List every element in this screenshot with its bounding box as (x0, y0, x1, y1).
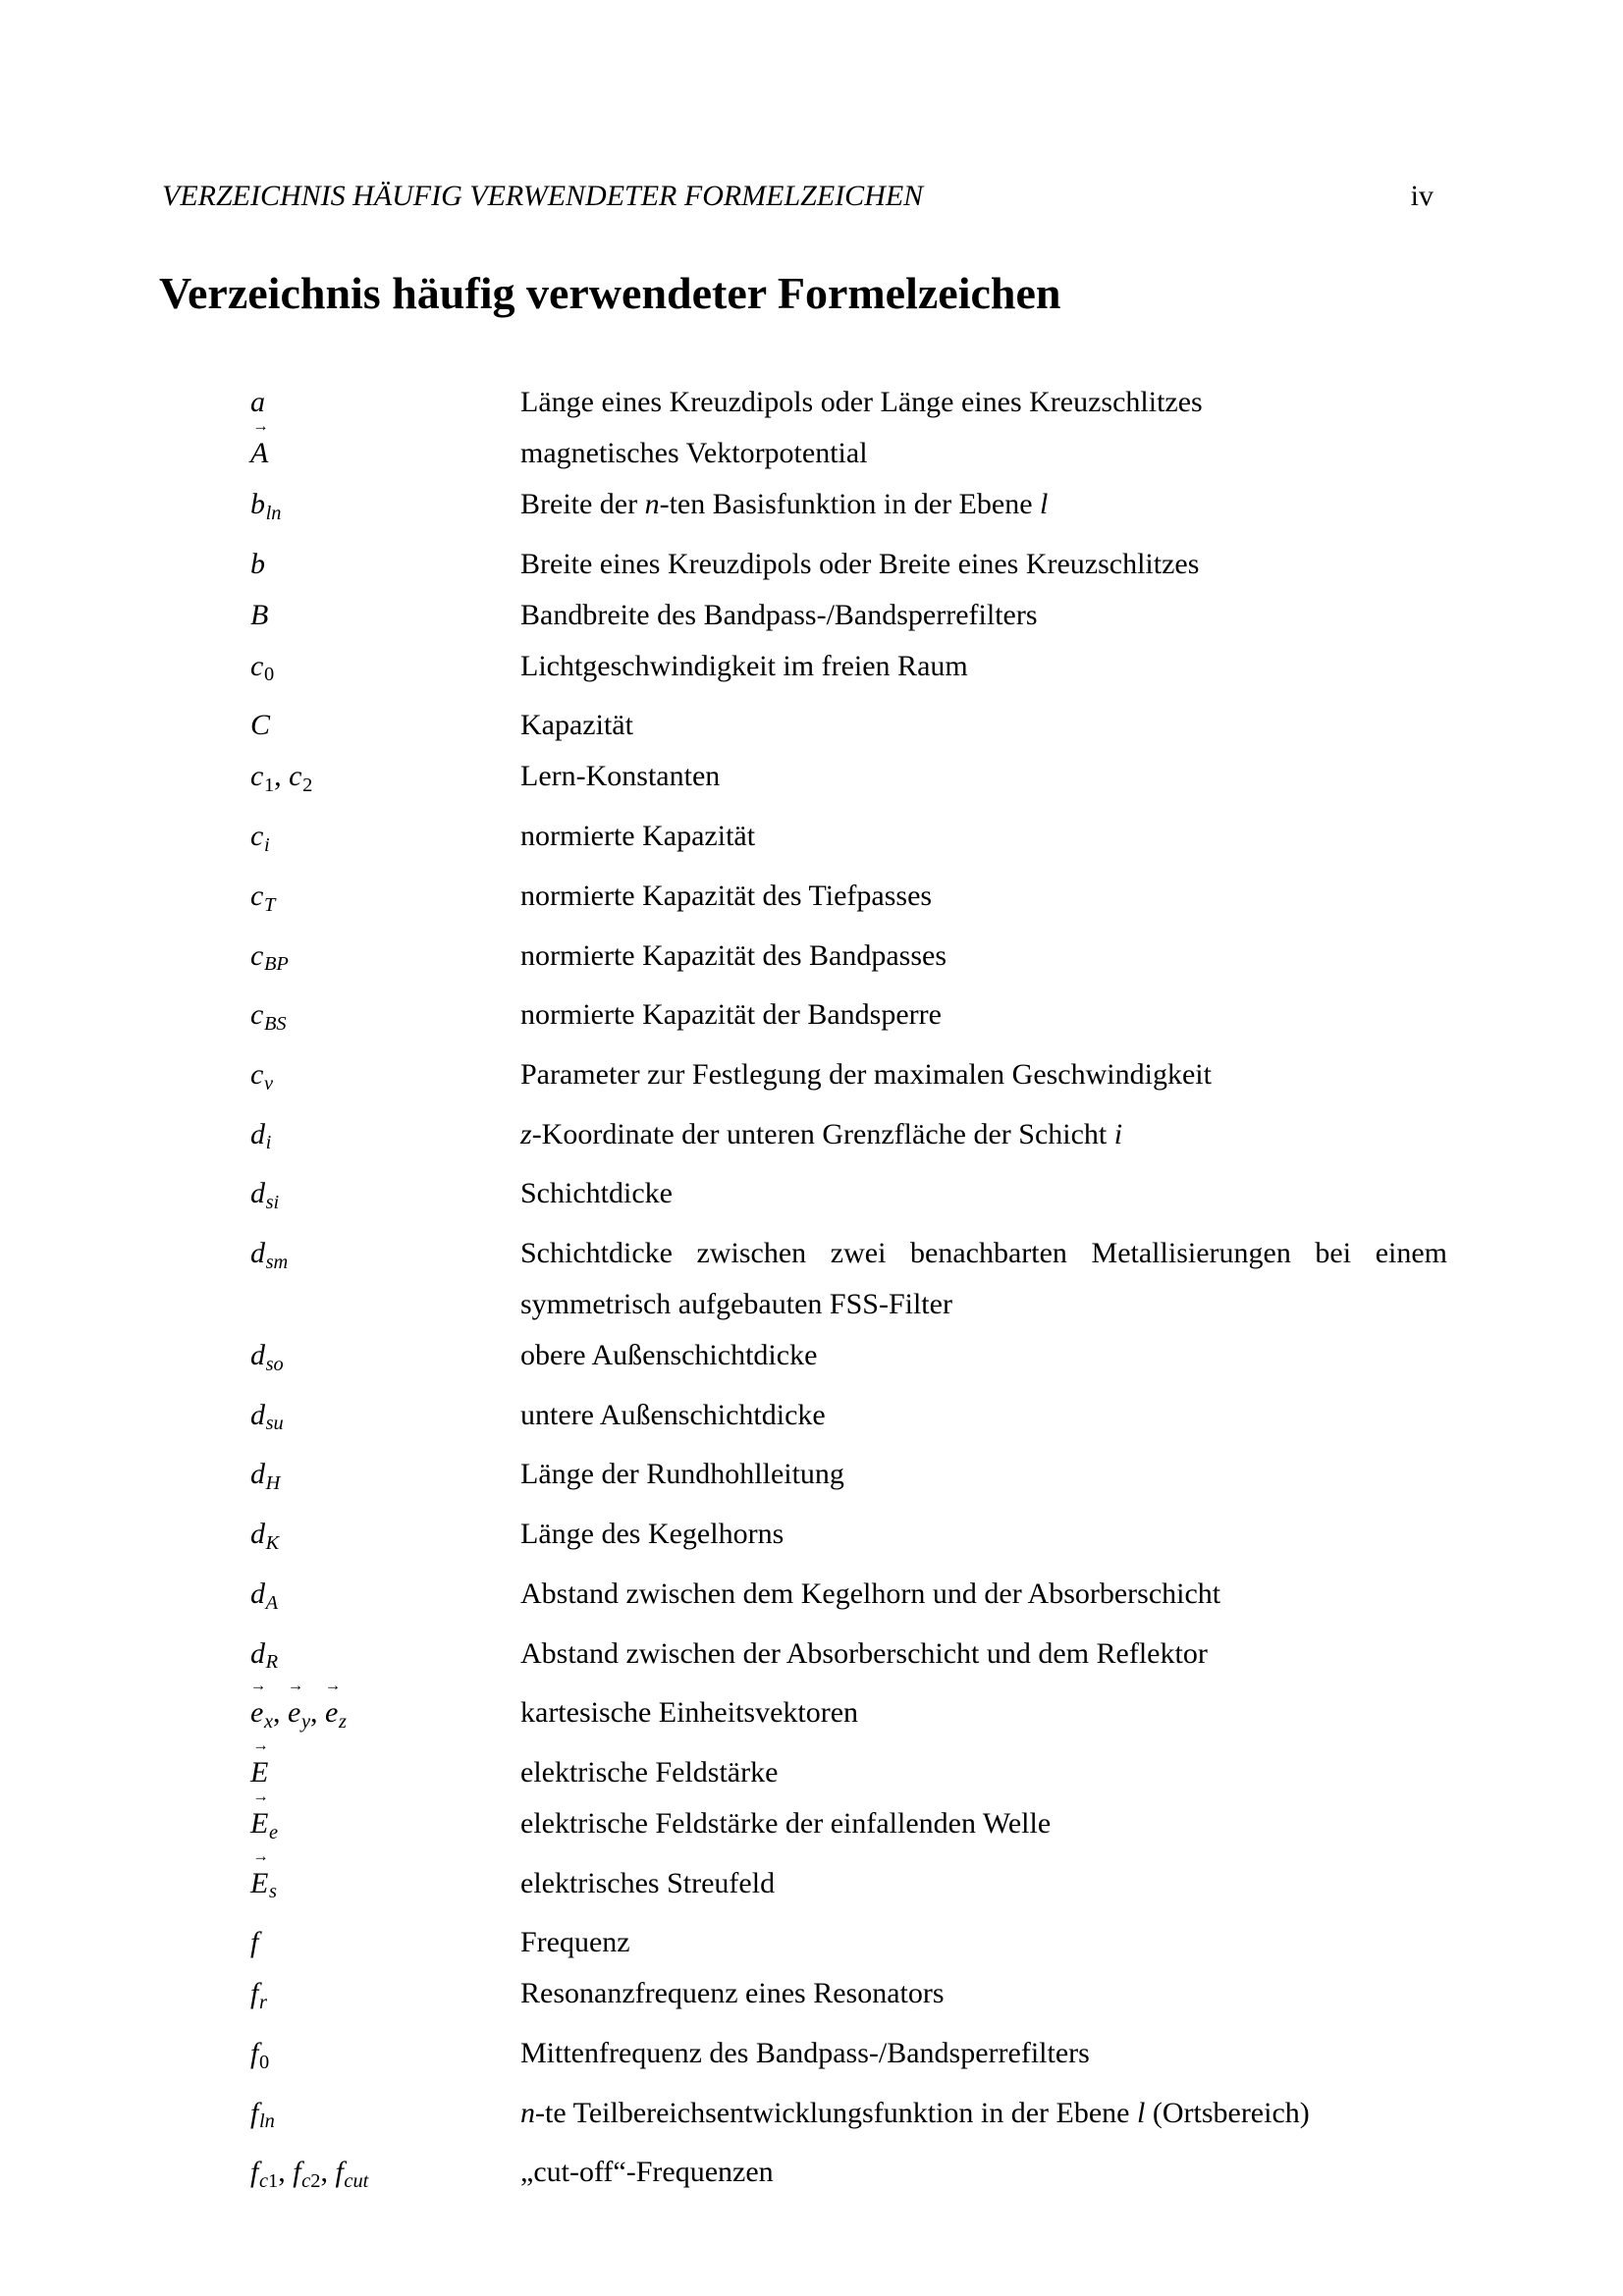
math-subscript: e (268, 1821, 278, 1843)
symbol-description: Breite eines Kreuzdipols oder Breite eines Kreuzschlitzes (520, 547, 1200, 580)
math-italic: d (250, 1398, 265, 1431)
symbol-row (250, 1330, 1447, 1390)
vector-arrow-icon: → (252, 1787, 269, 1806)
symbol-description: n-te Teilbereichsentwicklungsfunktion in der Ebene l (Ortsbereich) (520, 2096, 1310, 2129)
symbol-row (250, 1509, 1447, 1569)
symbol (250, 416, 520, 479)
math-italic: f (293, 2156, 301, 2189)
symbol-row (250, 1917, 1447, 1968)
symbol-description: Resonanzfrequenz eines Resonators (520, 1977, 945, 2010)
math-subscript: i (263, 833, 270, 856)
vector-arrow-icon: → (287, 1676, 304, 1695)
running-header-title: VERZEICHNIS HÄUFIG VERWENDETER FORMELZEICHEN (162, 180, 924, 212)
symbol-row (250, 1049, 1447, 1109)
symbol (250, 590, 520, 641)
math-subscript: x (263, 1710, 273, 1733)
math-vector: → e (249, 1676, 267, 1730)
math-italic: a (250, 386, 265, 418)
math-vector: → e (287, 1676, 304, 1730)
symbol (250, 1168, 520, 1228)
symbol (250, 1449, 520, 1509)
symbol-description: Lichtgeschwindigkeit im freien Raum (520, 649, 968, 682)
symbol-row (250, 539, 1447, 590)
symbol-row (250, 1228, 1447, 1330)
symbol (250, 1228, 520, 1330)
symbol-row (250, 871, 1447, 931)
math-italic: B (250, 598, 269, 631)
math-subscript: BP (263, 953, 289, 976)
symbol-row (250, 1168, 1447, 1228)
math-italic: C (250, 709, 271, 742)
symbol-list (250, 377, 1447, 2207)
symbol (250, 1109, 520, 1169)
math-italic: f (250, 1926, 259, 1959)
symbol-row (250, 700, 1447, 751)
math-subscript: sm (265, 1251, 289, 1273)
math-subscript: so (265, 1353, 284, 1375)
symbol (250, 1735, 520, 1798)
math-subscript: 0 (258, 2051, 270, 2073)
math-subscript: y (300, 1710, 310, 1733)
math-italic: d (250, 1518, 265, 1551)
symbol-row (250, 641, 1447, 701)
symbol (250, 700, 520, 751)
symbol-row (250, 811, 1447, 871)
symbol: c1, c2 (250, 760, 313, 797)
symbol-description: Bandbreite des Bandpass-/Bandsperrefilters (520, 598, 1038, 631)
math-subscript: H (265, 1472, 281, 1495)
symbol-description: Breite der n-ten Basisfunktion in der Ebene l (520, 488, 1049, 520)
math-vector: → A (250, 416, 269, 469)
math-italic: n (644, 488, 660, 520)
math-italic: z (520, 1117, 532, 1150)
page-header (162, 180, 1434, 212)
symbol-description: Schichtdicke (520, 1177, 673, 1210)
symbol-row (250, 377, 1447, 428)
symbol-description: „cut-off“-Frequenzen (520, 2156, 774, 2189)
math-italic: d (250, 1458, 265, 1491)
math-italic: f (250, 2096, 259, 2129)
symbol-description: Länge des Kegelhorns (520, 1518, 784, 1551)
math-italic: d (250, 1117, 265, 1150)
symbol (250, 2028, 520, 2088)
symbol-row (250, 1787, 1447, 1858)
symbol-description: kartesische Einheitsvektoren (520, 1696, 859, 1730)
math-subscript: c2 (301, 2170, 321, 2193)
symbol (250, 931, 520, 990)
symbol-row (250, 1968, 1447, 2028)
symbol-row (250, 1390, 1447, 1450)
symbol-description: untere Außenschichtdicke (520, 1398, 826, 1431)
symbol (250, 2088, 520, 2148)
math-vector: → E (250, 1735, 269, 1789)
math-subscript: c1 (258, 2170, 279, 2193)
symbol-row (250, 2028, 1447, 2088)
math-italic: n (520, 2096, 535, 2129)
symbol (250, 811, 520, 871)
symbol-row (250, 590, 1447, 641)
math-italic: c (250, 938, 264, 972)
symbol (250, 1968, 520, 2028)
math-italic: d (250, 1576, 265, 1610)
symbol (250, 1917, 520, 1968)
symbol-description: z-Koordinate der unteren Grenzfläche der Schicht i (520, 1117, 1123, 1150)
math-italic: i (1113, 1117, 1123, 1150)
page-number: iv (1410, 180, 1434, 212)
symbol-description: Frequenz (520, 1926, 630, 1959)
math-italic: d (250, 1237, 265, 1270)
symbol-row (250, 416, 1447, 479)
math-italic: c (289, 760, 302, 793)
symbol-row (250, 1109, 1447, 1169)
math-subscript: s (268, 1881, 277, 1903)
symbol-row (250, 1569, 1447, 1629)
math-subscript: A (265, 1591, 279, 1614)
vector-arrow-icon: → (252, 1735, 269, 1755)
math-subscript: 1 (263, 774, 275, 797)
symbol (250, 1845, 520, 1918)
math-italic: c (250, 1057, 264, 1091)
symbol-description: normierte Kapazität des Tiefpasses (520, 879, 933, 912)
symbol (250, 539, 520, 590)
symbol-description: Abstand zwischen dem Kegelhorn und der Absorberschicht (520, 1576, 1221, 1610)
symbol-description: Länge eines Kreuzdipols oder Länge eines Kreuzschlitzes (520, 386, 1203, 418)
math-subscript: su (265, 1413, 284, 1435)
page-title: Verzeichnis häufig verwendeter Formelzeichen (159, 268, 1061, 318)
symbol (250, 479, 520, 539)
symbol-row (250, 989, 1447, 1049)
math-italic: f (250, 2156, 259, 2189)
symbol (250, 1049, 520, 1109)
math-subscript: r (258, 1992, 267, 2014)
symbol (250, 989, 520, 1049)
math-italic: f (335, 2156, 344, 2189)
vector-arrow-icon: → (252, 416, 269, 436)
symbol-row (250, 931, 1447, 990)
vector-arrow-icon: → (249, 1676, 267, 1695)
symbol (250, 871, 520, 931)
math-italic: d (250, 1177, 265, 1210)
symbol (250, 377, 520, 428)
math-subscript: z (338, 1710, 347, 1733)
symbol-description: Lern-Konstanten (520, 760, 721, 793)
math-italic: f (250, 1977, 259, 2010)
vector-arrow-icon: → (252, 1845, 269, 1865)
symbol (250, 641, 520, 701)
math-subscript: ln (258, 2110, 275, 2133)
symbol-row (250, 479, 1447, 539)
symbol: fc1, fc2, fcut (250, 2156, 369, 2193)
symbol-description: elektrische Feldstärke (520, 1755, 779, 1789)
vector-arrow-icon: → (324, 1676, 342, 1695)
symbol (250, 1569, 520, 1629)
symbol (250, 1390, 520, 1450)
symbol-description: Länge der Rundhohlleitung (520, 1458, 844, 1491)
math-italic: d (250, 1339, 265, 1372)
math-italic: c (250, 760, 264, 793)
symbol-description: elektrisches Streufeld (520, 1866, 776, 1899)
symbol-description: obere Außenschichtdicke (520, 1339, 818, 1372)
math-italic: d (250, 1636, 265, 1670)
symbol (250, 1330, 520, 1390)
math-vector: → E (250, 1845, 269, 1899)
math-italic: l (1137, 2096, 1146, 2129)
symbol-row (250, 1845, 1447, 1918)
math-italic: c (250, 820, 264, 853)
math-subscript: ln (265, 502, 282, 524)
symbol-description: normierte Kapazität des Bandpasses (520, 938, 947, 972)
symbol-description: Parameter zur Festlegung der maximalen Geschwindigkeit (520, 1057, 1212, 1091)
symbol-row (250, 1629, 1447, 1688)
symbol (250, 1787, 520, 1858)
symbol-row (250, 2147, 1447, 2207)
symbol-row (250, 1735, 1447, 1798)
math-subscript: R (265, 1651, 279, 1674)
symbol-description: magnetisches Vektorpotential (520, 437, 868, 469)
symbol (250, 1509, 520, 1569)
math-subscript: T (263, 893, 276, 916)
symbol-description: normierte Kapazität der Bandsperre (520, 998, 942, 1032)
symbol-row (249, 1676, 1447, 1747)
symbol: → ex, → ey, → ez (250, 1687, 520, 1747)
math-italic: c (250, 649, 264, 682)
symbol-description: Schichtdicke zwischen zwei benachbarten Metallisierungen bei einem symmetrisch aufgebauten FSS-Filter (520, 1237, 1447, 1321)
symbol-description: normierte Kapazität (520, 820, 756, 853)
math-italic: l (1040, 488, 1049, 520)
math-subscript: 2 (302, 774, 313, 797)
math-subscript: 0 (263, 664, 275, 686)
math-vector: → e (324, 1676, 342, 1730)
math-subscript: cut (344, 2170, 369, 2193)
symbol-description: Abstand zwischen der Absorberschicht und dem Reflektor (520, 1636, 1208, 1670)
math-italic: b (250, 547, 265, 580)
symbol-row (250, 751, 1447, 811)
symbol-description: Kapazität (520, 709, 633, 742)
symbol-description: elektrische Feldstärke der einfallenden Welle (520, 1806, 1052, 1840)
math-subscript: i (265, 1132, 272, 1154)
math-subscript: si (265, 1192, 280, 1214)
math-italic: f (250, 2037, 259, 2070)
symbol-row (250, 1449, 1447, 1509)
math-subscript: v (263, 1072, 273, 1095)
math-italic: c (250, 879, 264, 912)
symbol-description: Mittenfrequenz des Bandpass-/Bandsperrefilters (520, 2037, 1090, 2070)
math-subscript: BS (263, 1012, 287, 1035)
math-vector: → E (250, 1787, 269, 1840)
math-italic: b (250, 488, 265, 520)
math-italic: c (250, 998, 264, 1032)
math-subscript: K (265, 1531, 280, 1554)
symbol-row (250, 2088, 1447, 2148)
